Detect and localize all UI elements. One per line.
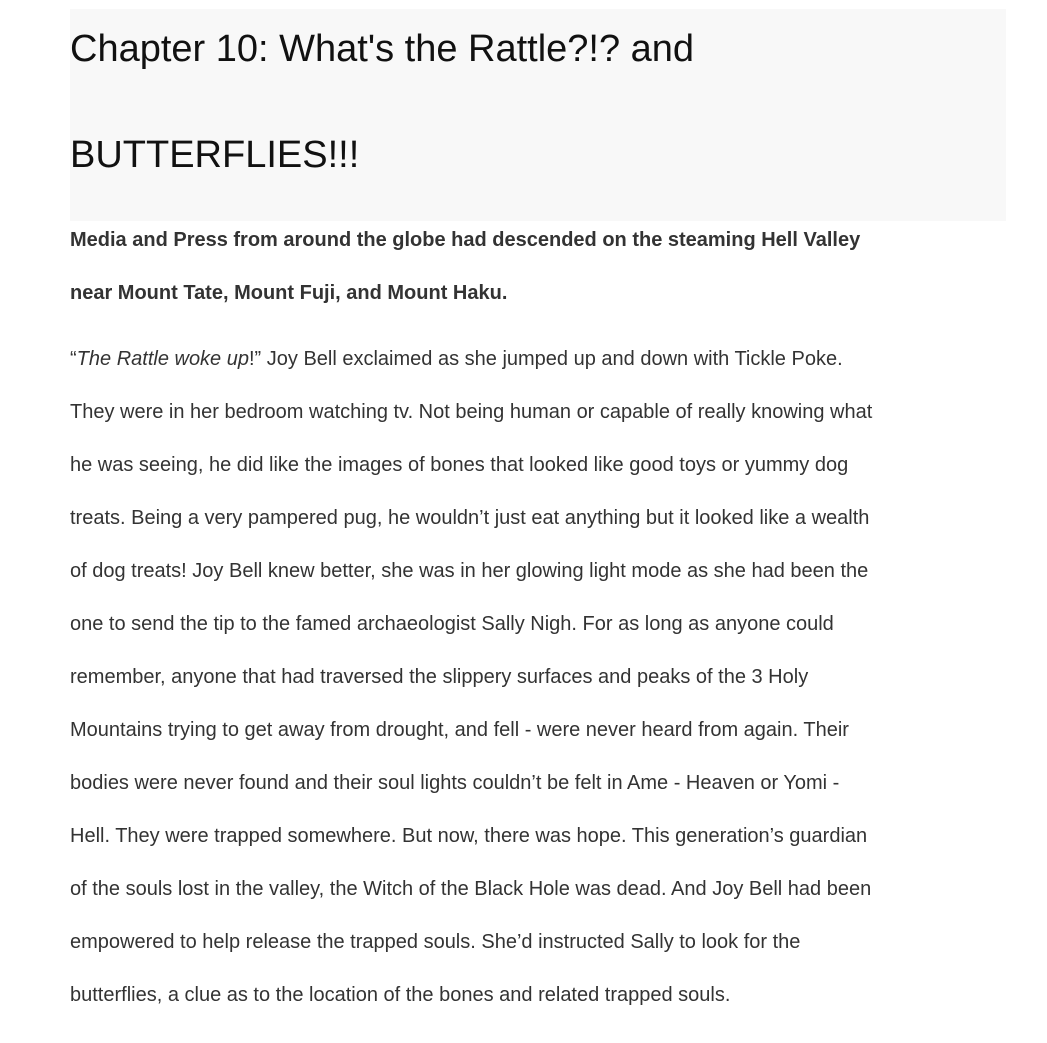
body-line: treats. Being a very pampered pug, he wouldn’t just eat anything but it looked like a wealth [70,507,870,529]
chapter-title-line-2: BUTTERFLIES!!! [70,134,360,176]
lead-paragraph [70,214,1006,320]
document-page [70,9,1006,1006]
body-line: They were in her bedroom watching tv. Not being human or capable of really knowing what [70,401,873,423]
chapter-title [70,0,1000,208]
body-line: bodies were never found and their soul lights couldn’t be felt in Ame - Heaven or Yomi - [70,772,840,794]
body-line: Mountains trying to get away from drought, and fell - were never heard from again. Their [70,719,849,741]
body-line: remember, anyone that had traversed the slippery surfaces and peaks of the 3 Holy [70,666,809,688]
body-line: of dog treats! Joy Bell knew better, she was in her glowing light mode as she had been the [70,560,869,582]
body-line: butterflies, a clue as to the location of the bones and related trapped souls. [70,984,731,1006]
open-quote: “ [70,348,77,370]
body-line: of the souls lost in the valley, the Witch of the Black Hole was dead. And Joy Bell had been [70,878,872,900]
body-line: empowered to help release the trapped souls. She’d instructed Sally to look for the [70,931,801,953]
quote-italic: The Rattle woke up [76,348,249,370]
quote-rest: !” Joy Bell exclaimed as she jumped up and down with Tickle Poke. [249,348,843,370]
body-paragraph [70,333,1006,1022]
body-line: one to send the tip to the famed archaeologist Sally Nigh. For as long as anyone could [70,613,834,635]
chapter-title-line-1: Chapter 10: What's the Rattle?!? and [70,28,695,70]
title-block [70,9,1006,221]
lead-line-1: Media and Press from around the globe had descended on the steaming Hell Valley [70,229,861,251]
body-line: he was seeing, he did like the images of bones that looked like good toys or yummy dog [70,454,849,476]
body-line: Hell. They were trapped somewhere. But now, there was hope. This generation’s guardian [70,825,868,847]
body-line-0 [70,333,1006,386]
lead-line-2: near Mount Tate, Mount Fuji, and Mount Haku. [70,282,508,304]
